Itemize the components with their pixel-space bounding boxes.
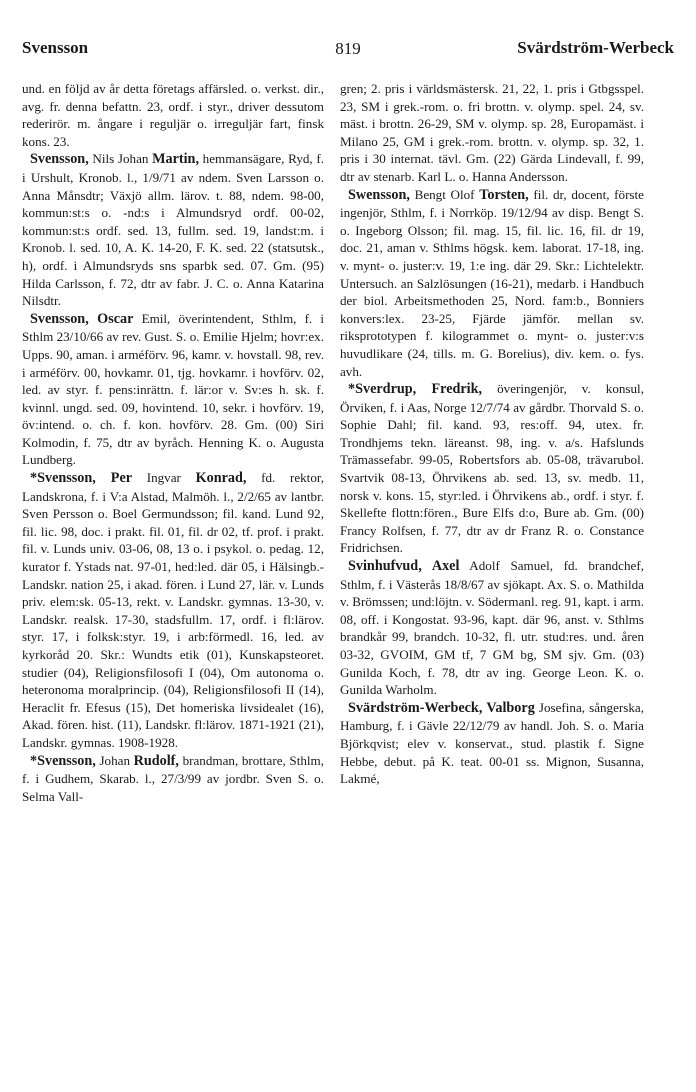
right-column [340,80,644,788]
entry-swensson-torsten: Swensson, Bengt Olof Torsten, fil. dr, docent, förste ingenjör, Sthlm, f. i Norrköp. 19/12/94 av disp. Bengt S. o. Ingeborg Olsson; fil. mag. 15, fil. lic. 16, fil. dr 19, doc. 21, aman v. Sthlms högsk. kem. laborat. 17-18, ing. v. mynt- o. juster:v. 19, 1:e ing. där 29. Skr.: Lichtelektr. Untersuch. an Salzlösungen (16-21), medarb. i Handbuch der biol. Arbeitsmethoden 25, Nord. fam:b., Bonniers konvers:lex. 23-25, Fjärde jämför. mellan sv. riksprototypen f. kilogrammet o. mynt- o. juster:v:s huvudlikare (24, tills. m. G. Borelius), div. kem. o. fys. avh. [340,186,644,379]
running-head-left: Svensson [22,38,89,57]
running-head-right: Svärdström-Werbeck [517,38,674,57]
entry-name: Svensson, [30,151,89,168]
left-column [22,80,324,805]
entry-continuation: und. en följd av år detta företags affärsled. o. verkst. dir., avg. fr. denna befattn. 23, ordf. i styr., driver dessutom rederirör. m. ångare i reguljär o. irreguljär fart, finsk kons. 23. [22,81,324,149]
entry-svensson-oscar: Svensson, Oscar Emil, överintendent, Sthlm, f. i Sthlm 23/10/66 av rev. Gust. S. o. Emilie Hjelm; hovr:ex. Upps. 90, aman. i arméförv. 96, kamr. v. hovstall. 98, rev. i arméförv. 00, hovkamr. 01, tjg. hovkamr. i hovförv. 02, led. av styr. f. pens:inrättn. f. lär:or v. Sv:es h. sk. f. kvinnl. ungd. sed. 09, hovintend. 10, sekr. i hovförv. 19, öv:intend. o. ch. f. kon. hovförv. 28. Gm. (00) Siri Kolmodin, f. 75, dtr av byråch. Henning K. o. Augusta Lundberg. [22,310,324,468]
entry-svensson-konrad: *Svensson, Per Ingvar Konrad, fd. rektor, Landskrona, f. i V:a Alstad, Malmöh. l., 2/2/65 av lantbr. Sven Persson o. Boel Germundsson; fil. kand. Lund 92, fil. lic. 98, doc. i prakt. fil. 01, fil. dr 02, tf. prof. i prakt. fil. v. Lunds univ. 03-06, 08, 13 o. i psykol. o. pedag. 12, kurator f. Ystads nat. 97-01, hed:led. där 05, i Hälsingb.-Landskr. nation 25, i akad. fören. i Lund 27, lär. v. Lunds priv. elem:sk. 05-13, rekt. v. Landskr. gymnas. 13-30, v. Landskr. realsk. 17-30, stadsfullm. 17, ordf. i fl:lärov. styr. 17, i folksk:styr. 19, i arb:förmedl. 16, led. av kyrkoråd 20. Skr.: Wundts etik (01), Kunskapsteoret. studier (04), Religionsfilosofi I (04), Om autonoma o. heteronoma moralprincip. (04), Religionsfilosofi II (14), Heraclit fr. Efesus (15), Det homeriska livsidealet (16), Akad. fören. hist. (11), Landskr. fl:lärov. 1871-1921 (21), Landskr. gymnas. 1908-1928. [22,470,324,750]
entry-name: Svärdström-Werbeck, Valborg [348,699,535,716]
page-number: 819 [335,39,361,58]
page-header [22,38,674,62]
entry-name: Swensson, [348,186,410,203]
entry-text-split: brandman, brottare, Sthlm, f. i Gudhem, Skarab. l., 27/3/99 av jordbr. Sven S. o. Selma Vall- [22,752,324,804]
entry-name: Svensson, Oscar [30,310,134,327]
entry-svensson-rudolf: *Svensson, Johan Rudolf, brandman, brottare, Sthlm, f. i Gudhem, Skarab. l., 27/3/99 av jordbr. Sven S. o. Selma Vall- [22,752,324,804]
entry-svensson-martin: Svensson, Nils Johan Martin, hemmansägare, Ryd, f. i Urshult, Kronob. l., 1/9/71 av ndem. Sven Larsson o. Anna Månsdtr; Växjö allm. lärov. t. 88, ndem. 98-00, kommun:st:s o. -nd:s i Almundsryd ordf. 00-02, kommun:st:s ordf. sed. 13, fullm. sed. 19, landst:m. i Kronob. l. sed. 10, A. K. 14-20, F. K. sed. 22 (statsutsk., h), ordf. i Almundsryds sns sparbk sed. 07. Gm. (95) Hilda Carlsson, f. 72, dtr av fabr. J. C. o. Anna Katarina Nilsdtr. [22,151,324,309]
entry-name: Svinhufvud, Axel [348,558,460,575]
entry-name: *Svensson, [30,752,96,769]
entry-svardstrom-valborg: Svärdström-Werbeck, Valborg Josefina, sångerska, Hamburg, f. i Gävle 22/12/79 av handl. Joh. S. o. Maria Björkqvist; elev v. konservat., stud. plastik f. Signe Hebbe, debut. på K. teat. 00-01 ss. Mignon, Susanna, Lakmé, [340,699,644,787]
entry-svinhufvud-axel: Svinhufvud, Axel Adolf Samuel, fd. brandchef, Sthlm, f. i Västerås 18/8/67 av sjökapt. Ax. S. o. Mathilda v. Brömssen; und:löjtn. v. Södermanl. reg. 91, kapt. i arm. 08, off. i Kongostat. 93-96, kapt. där 96, anst. v. Sthlms brandkår 99, brandch. 10-32, fl. utr. stud:res. und. åren 03-32, GVOIM, GM tf, 7 GM bg, SM sjv. Gm. (03) Gunilda Koch, f. 78, dtr av ing. George Leon. K. o. Gunilda Warholm. [340,558,644,698]
entry-text-split: gren; 2. pris i världsmästersk. 21, 22, 1. pris i Gtbgsspel. 23, SM i grek.-rom. o. fri brottn. v. olymp. spel. 24, sv. mäst. i brottn. 26-29, SM v. olymp. sp. 28, Europamäst. i Milano 25, GM i grek.-rom. brottn. v. olymp. sp. 32, 1. pris i 30 internat. tävl. Gm. (22) Gärda Lindevall, f. 99, dtr av stenarb. Karl L. o. Hanna Andersson. [340,81,644,184]
entry-continuation-right [340,80,644,186]
entry-sverdrup-fredrik: *Sverdrup, Fredrik, överingenjör, v. konsul, Örviken, f. i Aas, Norge 12/7/74 av gårdbr. Thorvald S. o. Sophie Dahl; fil. kand. 93, res:off. 94, utex. fr. Trondhjems tekn. läreanst. 98, ing. v. a/s. Hafslunds Trämassefabr. 99-05, Robertsfors ab. 05-08, trävarubol. Svartvik 08-13, Öhrvikens ab. sed. 13, sv. medb. 11, norsk v. kons. 15, styr:led. i Öhrvikens ab., ordf. i styr. f. Skellefte flottn:fören., Bure Elfs d:o, Bure ab. Gm. (00) Francy Rolfsen, f. 77, dtr av dr Franz R. o. Constance Fridrichsen. [340,381,644,556]
entry-name: *Sverdrup, Fredrik, [348,381,483,398]
entry-name: *Svensson, Per [30,470,133,487]
